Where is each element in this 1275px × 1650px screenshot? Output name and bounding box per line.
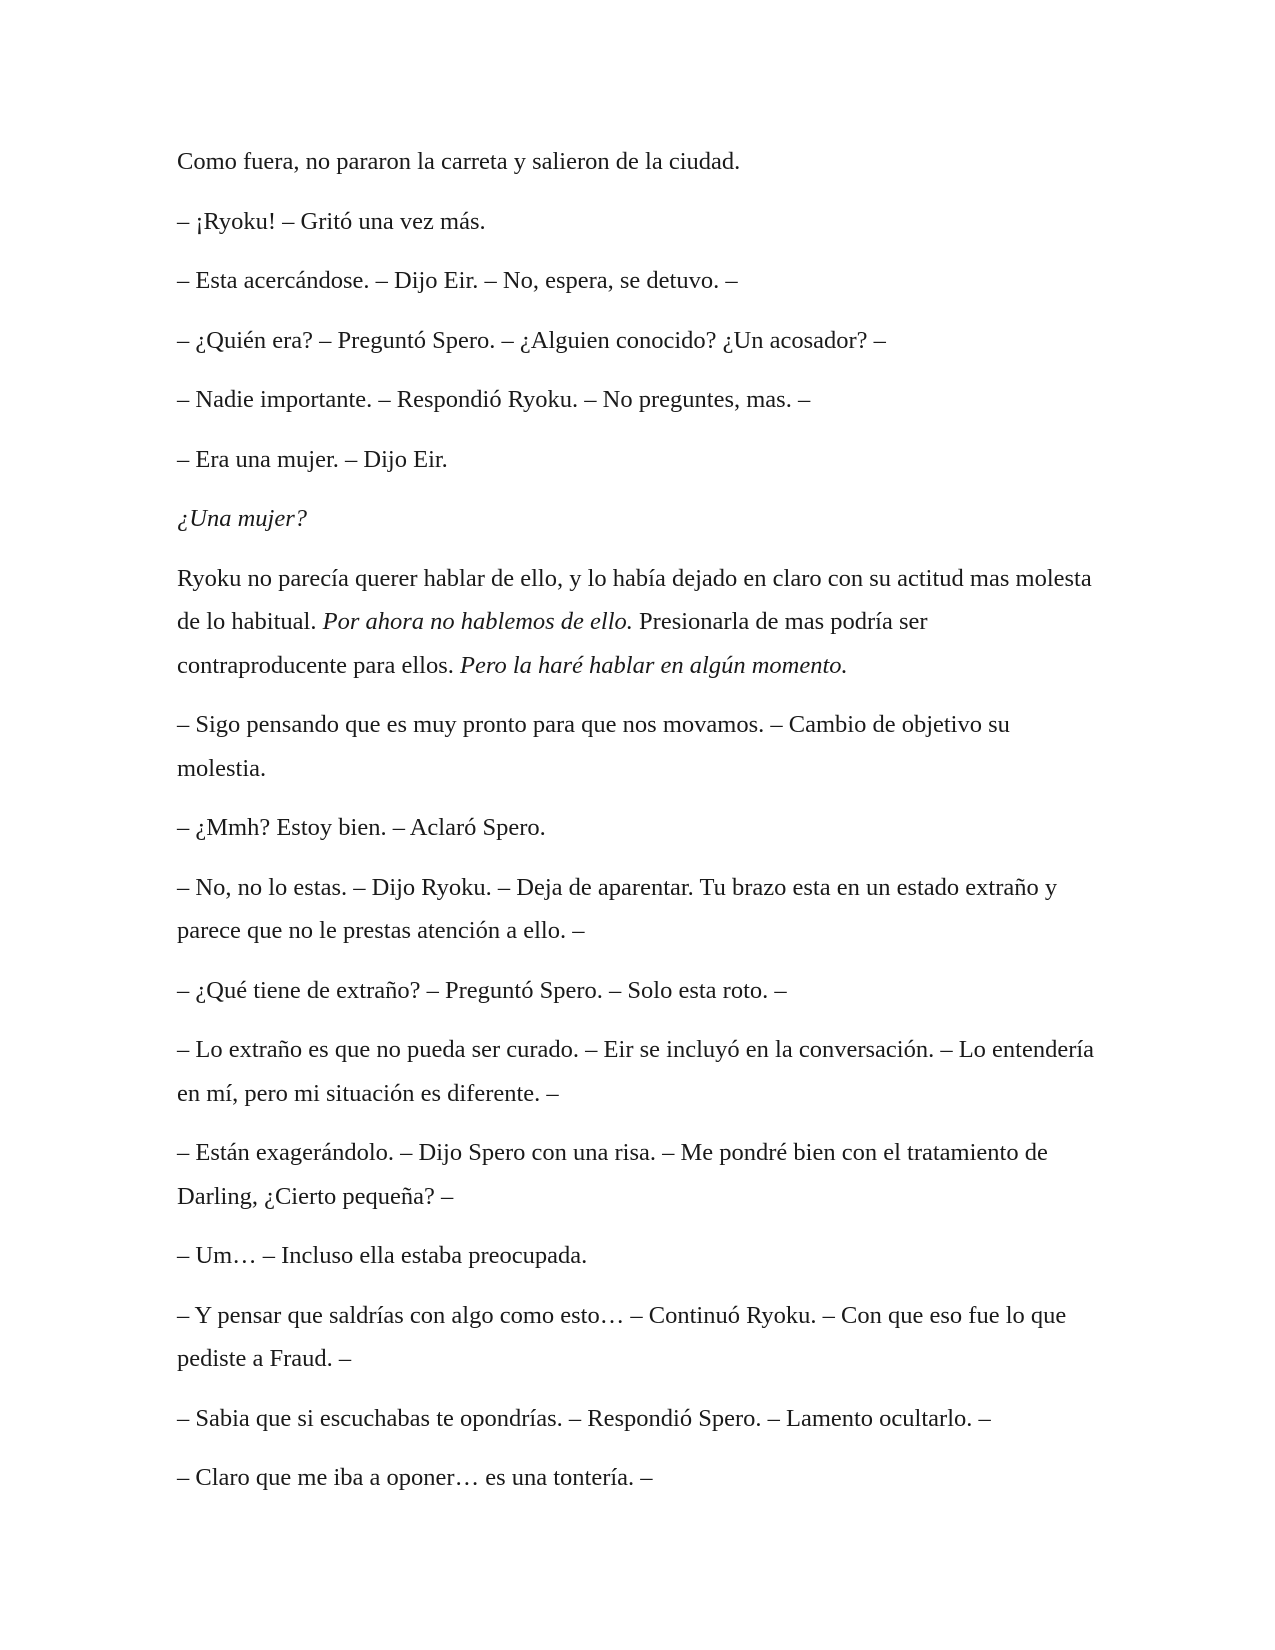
text-run: – ¿Mmh? Estoy bien. – Aclaró Spero. — [177, 814, 546, 841]
text-run: – Era una mujer. – Dijo Eir. — [177, 445, 448, 473]
paragraph — [177, 378, 1097, 422]
text-run: – Sabia que si escuchabas te opondrías. – Respondió Spero. – Lamento ocultarlo. – — [177, 1404, 991, 1432]
paragraph — [177, 497, 1097, 541]
paragraph — [177, 1456, 1097, 1500]
text-run: – ¿Quién era? – Preguntó Spero. – ¿Alguien conocido? ¿Un acosador? – — [177, 326, 886, 354]
paragraph — [177, 703, 1097, 790]
paragraph — [177, 1131, 1097, 1218]
italic-text: Por ahora no hablemos de ello. — [322, 608, 633, 635]
text-run: – ¿Qué tiene de extraño? – Preguntó Spero. – Solo esta roto. – — [177, 976, 787, 1004]
text-run: – ¡Ryoku! – Gritó una vez más. — [177, 207, 486, 235]
paragraph — [177, 1234, 1097, 1278]
paragraph — [177, 259, 1097, 303]
paragraph — [177, 200, 1097, 244]
text-run: Ryoku no parecía querer hablar de ello, y lo había dejado en claro con su actitud mas molesta de lo habitual. — [177, 564, 1092, 635]
paragraph — [177, 438, 1097, 482]
text-run: – Claro que me iba a oponer… es una tontería. – — [177, 1464, 653, 1491]
text-run: Presionarla de mas podría ser contraproducente para ellos. — [177, 608, 928, 679]
text-run: – Y pensar que saldrías con algo como esto… – Continuó Ryoku. – Con que eso fue lo que pediste a Fraud. – — [177, 1301, 1067, 1372]
paragraph — [177, 1028, 1097, 1115]
text-run: – No, no lo estas. – Dijo Ryoku. – Deja de aparentar. Tu brazo esta en un estado extraño y parece que no le prestas atención a ello. – — [177, 873, 1058, 944]
document-body — [177, 140, 1097, 1516]
paragraph — [177, 319, 1097, 363]
text-run: – Están exagerándolo. – Dijo Spero con una risa. – Me pondré bien con el tratamiento de Darling, ¿Cierto pequeña? – — [177, 1139, 1048, 1210]
paragraph — [177, 1294, 1097, 1381]
paragraph — [177, 1397, 1097, 1441]
paragraph — [177, 866, 1097, 953]
italic-text: ¿Una mujer? — [177, 505, 307, 532]
paragraph — [177, 806, 1097, 850]
text-run: – Nadie importante. – Respondió Ryoku. – No preguntes, mas. – — [177, 386, 811, 413]
text-run: – Esta acercándose. – Dijo Eir. – No, espera, se detuvo. – — [177, 267, 738, 294]
text-run: – Sigo pensando que es muy pronto para que nos movamos. – Cambio de objetivo su molestia. — [177, 711, 1010, 782]
italic-text: Pero la haré hablar en algún momento. — [459, 651, 848, 679]
text-run: – Um… – Incluso ella estaba preocupada. — [177, 1242, 588, 1269]
paragraph — [177, 140, 1097, 184]
text-run: Como fuera, no pararon la carreta y salieron de la ciudad. — [177, 148, 741, 175]
text-run: – Lo extraño es que no pueda ser curado. – Eir se incluyó en la conversación. – Lo entendería en mí, pero mi situación es diferente. – — [177, 1036, 1095, 1107]
paragraph — [177, 969, 1097, 1013]
paragraph — [177, 557, 1097, 688]
